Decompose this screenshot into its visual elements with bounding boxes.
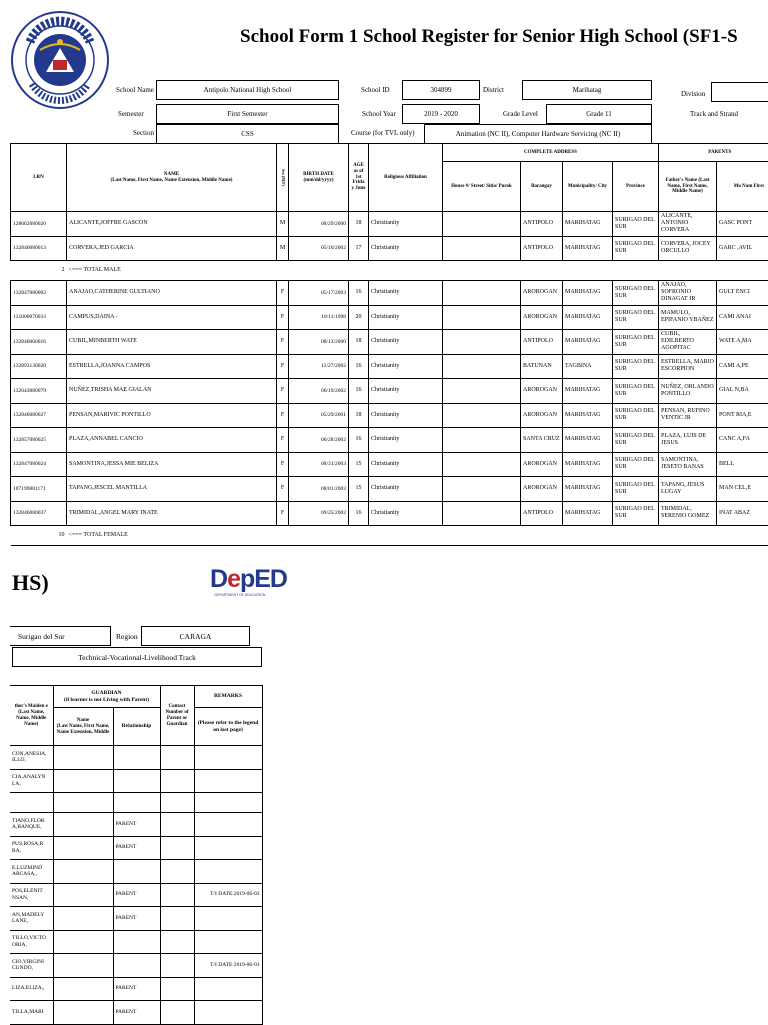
relationship-cell: PARENT <box>113 836 160 860</box>
religion-cell: Christianity <box>369 236 443 261</box>
table-row <box>11 452 768 477</box>
guardian-name-cell <box>53 813 113 837</box>
relationship-cell <box>113 769 160 793</box>
mother-name-cell: CANC A,FA <box>717 428 768 453</box>
sex-cell: F <box>277 403 289 428</box>
province-cell: SURIGAO DEL SUR <box>613 330 659 355</box>
table-row <box>11 354 768 379</box>
province-cell: SURIGAO DEL SUR <box>613 477 659 502</box>
total-male-row <box>11 261 768 281</box>
relationship-cell <box>113 954 160 978</box>
guardian-name-cell <box>53 930 113 954</box>
barangay-cell: ANTIPOLO <box>521 330 563 355</box>
col-guardian-header: GUARDIAN (if learner is not Living with Parent) <box>53 686 160 708</box>
guardian-row <box>10 977 262 1001</box>
contact-cell <box>160 860 194 884</box>
semester-label: Semester <box>118 110 144 118</box>
name-cell: ESTRELLA,JOANNA CAMPOS <box>67 354 277 379</box>
remarks-cell <box>194 746 262 770</box>
barangay-cell: AROROGAN <box>521 452 563 477</box>
sex-cell: F <box>277 330 289 355</box>
municipality-cell: MARIHATAG <box>563 501 613 526</box>
religion-cell: Christianity <box>369 428 443 453</box>
col-contact-header: Contact Number of Parent or Guardian <box>160 686 194 746</box>
guardian-row <box>10 930 262 954</box>
guardian-row <box>10 907 262 931</box>
barangay-cell: SANTA CRUZ <box>521 428 563 453</box>
mother-name-cont-cell: CIA,ANALYN LA, <box>10 769 53 793</box>
table-row <box>11 403 768 428</box>
remarks-cell <box>194 793 262 813</box>
col-relationship-header: Relationship <box>113 708 160 746</box>
religion-cell: Christianity <box>369 477 443 502</box>
birthdate-cell: 08/13/2000 <box>289 330 349 355</box>
father-name-cell: PLAZA, LUIS DE JESUS <box>659 428 717 453</box>
district-label: District <box>483 86 504 94</box>
contact-cell <box>160 907 194 931</box>
remarks-cell <box>194 813 262 837</box>
remarks-cell <box>194 907 262 931</box>
col-parents-header: PARENTS <box>659 144 768 162</box>
col-father-header: Father's Name (Last Name, First Name, Middle Name) <box>659 162 717 212</box>
remarks-cell <box>194 930 262 954</box>
birthdate-cell: 05/29/2001 <box>289 403 349 428</box>
mother-name-cell: WATE A,MA <box>717 330 768 355</box>
birthdate-cell: 10/11/1998 <box>289 305 349 330</box>
division-label: Division <box>681 90 705 98</box>
age-cell: 20 <box>349 305 369 330</box>
remarks-cell <box>194 836 262 860</box>
municipality-cell: MARIHATAG <box>563 330 613 355</box>
municipality-cell: MARIHATAG <box>563 236 613 261</box>
remarks-cell <box>194 769 262 793</box>
school-name-label: School Name <box>116 86 154 94</box>
remarks-cell <box>194 1001 262 1025</box>
house-cell <box>443 428 521 453</box>
contact-cell <box>160 954 194 978</box>
mother-name-cont-cell: PUS,ROSA,R RA, <box>10 836 53 860</box>
total-label: <=== TOTAL FEMALE <box>67 526 768 546</box>
mother-name-cell: GARC ,AVIL <box>717 236 768 261</box>
lrn-cell: 132846080013 <box>11 236 67 261</box>
guardian-row <box>10 813 262 837</box>
barangay-cell: ANTIPOLO <box>521 501 563 526</box>
sex-cell: M <box>277 236 289 261</box>
total-count: 2 <box>11 261 67 281</box>
age-cell: 16 <box>349 281 369 306</box>
mother-name-cont-cell: E,LUZMIND ARCASA,, <box>10 860 53 884</box>
birthdate-cell: 05/10/2002 <box>289 236 349 261</box>
house-cell <box>443 477 521 502</box>
relationship-cell: PARENT <box>113 907 160 931</box>
barangay-cell: AROROGAN <box>521 379 563 404</box>
barangay-cell: AROROGAN <box>521 305 563 330</box>
division-field <box>711 82 768 102</box>
barangay-cell: AROROGAN <box>521 281 563 306</box>
house-cell <box>443 379 521 404</box>
guardian-name-cell <box>53 769 113 793</box>
father-name-cell: CUBIL, EDILBERTO AGOPITAC <box>659 330 717 355</box>
house-cell <box>443 501 521 526</box>
municipality-cell: MARIHATAG <box>563 428 613 453</box>
relationship-cell <box>113 860 160 884</box>
father-name-cell: SAMONTINA, JESETO BANAS <box>659 452 717 477</box>
register-table <box>10 143 768 546</box>
section-label: Section <box>133 129 154 137</box>
birthdate-cell: 08/31/2003 <box>289 452 349 477</box>
mother-name-cont-cell: TILLA,MARI <box>10 1001 53 1025</box>
religion-cell: Christianity <box>369 281 443 306</box>
col-sex-header: Sex (M/F) <box>277 144 289 212</box>
guardian-row <box>10 883 262 907</box>
col-name-header: NAME (Last Name, First Name, Name Extension, Middle Name) <box>67 144 277 212</box>
age-cell: 18 <box>349 212 369 237</box>
guardian-name-cell <box>53 883 113 907</box>
province-cell: SURIGAO DEL SUR <box>613 379 659 404</box>
col-religion-header: Religious Affiliation <box>369 144 443 212</box>
col-barangay-header: Barangay <box>521 162 563 212</box>
sex-cell: F <box>277 379 289 404</box>
relationship-cell: PARENT <box>113 883 160 907</box>
name-cell: ANAJAO,CATHERINE GULTIANO <box>67 281 277 306</box>
guardian-row <box>10 746 262 770</box>
mother-name-cell: BELL <box>717 452 768 477</box>
sex-cell: F <box>277 501 289 526</box>
sex-cell: F <box>277 477 289 502</box>
house-cell <box>443 403 521 428</box>
lrn-cell: 132643080079 <box>11 379 67 404</box>
mother-name-cont-cell: TIANO,FLOR A,BANQUE, <box>10 813 53 837</box>
name-cell: CUBIL,MINBERTH WATE <box>67 330 277 355</box>
mother-name-cell: PONT RIA,E <box>717 403 768 428</box>
house-cell <box>443 236 521 261</box>
remarks-cell <box>194 977 262 1001</box>
province-cell: SURIGAO DEL SUR <box>613 501 659 526</box>
guardian-name-cell <box>53 746 113 770</box>
table-row <box>11 428 768 453</box>
province-cell: SURIGAO DEL SUR <box>613 354 659 379</box>
col-age-header: AGE as of 1st Frida y June <box>349 144 369 212</box>
total-label: <=== TOTAL MALE <box>67 261 768 281</box>
sex-cell: F <box>277 305 289 330</box>
semester-field: First Semester <box>156 104 339 124</box>
lrn-cell: 132846060016 <box>11 330 67 355</box>
barangay-cell: AROROGAN <box>521 477 563 502</box>
lrn-cell: 132847080002 <box>11 281 67 306</box>
birthdate-cell: 05/17/2003 <box>289 281 349 306</box>
col-birthdate-header: BIRTH DATE (mm/dd/yyyy) <box>289 144 349 212</box>
lrn-cell: 131000070033 <box>11 305 67 330</box>
province-cell: SURIGAO DEL SUR <box>613 428 659 453</box>
track-strand-label: Track and Strand <box>690 110 738 118</box>
course-label: Course (for TVL only) <box>351 129 415 137</box>
municipality-cell: MARIHATAG <box>563 403 613 428</box>
birthdate-cell: 09/25/2002 <box>289 501 349 526</box>
father-name-cell: TAPANG, JESUS LUGAY <box>659 477 717 502</box>
deped-seal-logo <box>10 10 110 110</box>
remarks-cell <box>194 860 262 884</box>
col-mother-cont-header: ther's Maiden e (Last Name, Name, Middle Name) <box>10 686 53 746</box>
province-cell: SURIGAO DEL SUR <box>613 281 659 306</box>
contact-cell <box>160 813 194 837</box>
col-legend-header: (Please refer to the legend on last page) <box>194 708 262 746</box>
grade-level-field: Grade 11 <box>546 104 652 124</box>
religion-cell: Christianity <box>369 403 443 428</box>
guardian-name-cell <box>53 954 113 978</box>
guardian-name-cell <box>53 860 113 884</box>
municipality-cell: MARIHATAG <box>563 477 613 502</box>
age-cell: 18 <box>349 330 369 355</box>
age-cell: 15 <box>349 452 369 477</box>
school-id-field: 304899 <box>402 80 480 100</box>
municipality-cell: MARIHATAG <box>563 379 613 404</box>
religion-cell: Christianity <box>369 305 443 330</box>
lrn-cell: 132846080037 <box>11 501 67 526</box>
lrn-cell: 132893130020 <box>11 354 67 379</box>
mother-name-cont-cell: AN,MADELY LANE, <box>10 907 53 931</box>
age-cell: 16 <box>349 428 369 453</box>
province-cell: SURIGAO DEL SUR <box>613 452 659 477</box>
name-cell: TRIMIDAL,ANGEL MARY INATE <box>67 501 277 526</box>
page-title: School Form 1 School Register for Senior High School (SF1-S <box>240 26 738 48</box>
birthdate-cell: 08/01/2003 <box>289 477 349 502</box>
municipality-cell: TAGBINA <box>563 354 613 379</box>
house-cell <box>443 281 521 306</box>
col-address-header: COMPLETE ADDRESS <box>443 144 659 162</box>
col-remarks-header: REMARKS <box>194 686 262 708</box>
table-row <box>11 236 768 261</box>
guardian-row <box>10 769 262 793</box>
table-row <box>11 305 768 330</box>
guardian-name-cell <box>53 1001 113 1025</box>
province-cell: SURIGAO DEL SUR <box>613 305 659 330</box>
track-field: Technical-Vocational-Livelihood Track <box>12 647 262 667</box>
house-cell <box>443 452 521 477</box>
age-cell: 17 <box>349 236 369 261</box>
mother-name-cell: GULT ENCI <box>717 281 768 306</box>
sex-cell: F <box>277 428 289 453</box>
col-lrn-header: LRN <box>11 144 67 212</box>
birthdate-cell: 06/28/2002 <box>289 428 349 453</box>
contact-cell <box>160 746 194 770</box>
municipality-cell: MARIHATAG <box>563 281 613 306</box>
relationship-cell: PARENT <box>113 813 160 837</box>
barangay-cell: AROROGAN <box>521 403 563 428</box>
contact-cell <box>160 793 194 813</box>
mother-name-cell: CAMI ANAI <box>717 305 768 330</box>
birthdate-cell: 11/27/2002 <box>289 354 349 379</box>
province-cell: SURIGAO DEL SUR <box>613 212 659 237</box>
house-cell <box>443 212 521 237</box>
barangay-cell: BATUNAN <box>521 354 563 379</box>
sex-cell: F <box>277 354 289 379</box>
deped-subtitle: DEPARTMENT OF EDUCATION <box>210 593 270 597</box>
name-cell: PENSAN,MARIVIC PONTILLO <box>67 403 277 428</box>
barangay-cell: ANTIPOLO <box>521 212 563 237</box>
guardian-row <box>10 836 262 860</box>
relationship-cell <box>113 793 160 813</box>
municipality-cell: MARIHATAG <box>563 305 613 330</box>
religion-cell: Christianity <box>369 379 443 404</box>
father-name-cell: MAMULO, EPIFANIO YBAÑEZ <box>659 305 717 330</box>
barangay-cell: ANTIPOLO <box>521 236 563 261</box>
religion-cell: Christianity <box>369 452 443 477</box>
contact-cell <box>160 883 194 907</box>
col-province-header: Province <box>613 162 659 212</box>
district-field: Marihatag <box>522 80 652 100</box>
religion-cell: Christianity <box>369 501 443 526</box>
father-name-cell: ANAJAO, SOFRONIO DINAGAT JR <box>659 281 717 306</box>
lrn-cell: 132857080025 <box>11 428 67 453</box>
region-field: CARAGA <box>141 626 250 646</box>
school-name-field: Antipolo National High School <box>156 80 339 100</box>
contact-cell <box>160 977 194 1001</box>
father-name-cell: ALICANTE, ANTONIO CORVERA <box>659 212 717 237</box>
relationship-cell: PARENT <box>113 977 160 1001</box>
course-field: Animation (NC II), Computer Hardware Servicing (NC II) <box>424 124 652 144</box>
school-year-label: School Year <box>362 110 396 118</box>
lrn-cell: 132846080027 <box>11 403 67 428</box>
school-id-label: School ID <box>361 86 390 94</box>
age-cell: 16 <box>349 354 369 379</box>
contact-cell <box>160 930 194 954</box>
name-cell: ALICANTE,JOFFRE GASCON <box>67 212 277 237</box>
name-cell: NUÑEZ,TRISHA MAE GIALAN <box>67 379 277 404</box>
sex-cell: F <box>277 281 289 306</box>
religion-cell: Christianity <box>369 354 443 379</box>
mother-name-cell: GIAL N,BA <box>717 379 768 404</box>
birthdate-cell: 08/29/2000 <box>289 212 349 237</box>
guardian-name-cell <box>53 793 113 813</box>
guardian-row <box>10 793 262 813</box>
mother-name-cell: CAMI A,PE <box>717 354 768 379</box>
col-municipality-header: Municipality/ City <box>563 162 613 212</box>
religion-cell: Christianity <box>369 330 443 355</box>
col-mother-header: Mo Nam First <box>717 162 768 212</box>
house-cell <box>443 354 521 379</box>
province-cell: SURIGAO DEL SUR <box>613 403 659 428</box>
remarks-cell: T/I DATE:2019-06-03 <box>194 954 262 978</box>
house-cell <box>443 305 521 330</box>
lrn-cell: 132847080024 <box>11 452 67 477</box>
mother-name-cont-cell: TILLO,VICTO ORIA, <box>10 930 53 954</box>
table-row <box>11 379 768 404</box>
relationship-cell: PARENT <box>113 1001 160 1025</box>
father-name-cell: NUÑEZ, ORLANDO PONTILLO <box>659 379 717 404</box>
father-name-cell: PENSAN, RUFINO VENTIC JR <box>659 403 717 428</box>
guardian-row <box>10 954 262 978</box>
father-name-cell: CORVERA, JOCEY ORCULLO <box>659 236 717 261</box>
relationship-cell <box>113 930 160 954</box>
age-cell: 16 <box>349 501 369 526</box>
grade-level-label: Grade Level <box>503 110 538 118</box>
house-cell <box>443 330 521 355</box>
lrn-cell: 128662080020 <box>11 212 67 237</box>
col-guardian-name-header: Name (Last Name, First Name, Name Extension, Middle <box>53 708 113 746</box>
name-cell: CORVERA,JED GARCIA <box>67 236 277 261</box>
table-row <box>11 212 768 237</box>
municipality-cell: MARIHATAG <box>563 212 613 237</box>
table-row <box>11 281 768 306</box>
col-house-header: House #/ Street/ Sitio/ Purok <box>443 162 521 212</box>
sex-cell: M <box>277 212 289 237</box>
contact-cell <box>160 836 194 860</box>
contact-cell <box>160 1001 194 1025</box>
section-field: CSS <box>156 124 339 144</box>
province-cell: SURIGAO DEL SUR <box>613 236 659 261</box>
region-label: Region <box>116 632 138 641</box>
table-row <box>11 501 768 526</box>
mother-name-cont-cell: POS,ELENIT NSAN, <box>10 883 53 907</box>
mother-name-cont-cell <box>10 793 53 813</box>
father-name-cell: TRIMIDAL, SERENIO GOMEZ <box>659 501 717 526</box>
mother-name-cont-cell: CIO,VIRGINI CUNDO, <box>10 954 53 978</box>
name-cell: PLAZA,ANNABEL CANCIO <box>67 428 277 453</box>
remarks-cell: T/I DATE:2019-06-03 <box>194 883 262 907</box>
lrn-cell: 107199081171 <box>11 477 67 502</box>
mother-name-cell: GASC PONT <box>717 212 768 237</box>
table-row <box>11 477 768 502</box>
name-cell: TAPANG,JESCEL MANTILLA <box>67 477 277 502</box>
guardian-row <box>10 860 262 884</box>
relationship-cell <box>113 746 160 770</box>
age-cell: 15 <box>349 477 369 502</box>
guardian-name-cell <box>53 907 113 931</box>
mother-name-cont-cell: CON,ANESIA, ILLO, <box>10 746 53 770</box>
guardian-name-cell <box>53 836 113 860</box>
deped-logo: DepED DEPARTMENT OF EDUCATION <box>210 565 270 605</box>
form-title-continuation: HS) <box>12 570 49 596</box>
total-count: 10 <box>11 526 67 546</box>
sex-cell: F <box>277 452 289 477</box>
guardian-row <box>10 1001 262 1025</box>
guardian-name-cell <box>53 977 113 1001</box>
school-year-field: 2019 - 2020 <box>402 104 480 124</box>
total-female-row <box>11 526 768 546</box>
birthdate-cell: 06/19/2002 <box>289 379 349 404</box>
age-cell: 18 <box>349 403 369 428</box>
father-name-cell: ESTRELLA, MARIO ESCORPION <box>659 354 717 379</box>
province-field: Surigao del Sur <box>10 626 111 646</box>
mother-name-cell: MAN CEL,E <box>717 477 768 502</box>
table-row <box>11 330 768 355</box>
mother-name-cont-cell: LIZA,ELIZA,, <box>10 977 53 1001</box>
guardian-table <box>10 685 263 1025</box>
age-cell: 16 <box>349 379 369 404</box>
municipality-cell: MARIHATAG <box>563 452 613 477</box>
mother-name-cell: INAT ABAZ <box>717 501 768 526</box>
contact-cell <box>160 769 194 793</box>
religion-cell: Christianity <box>369 212 443 237</box>
name-cell: CAMPUS,DAINA - <box>67 305 277 330</box>
name-cell: SAMONTINA,JESSA MIE BELIZA <box>67 452 277 477</box>
